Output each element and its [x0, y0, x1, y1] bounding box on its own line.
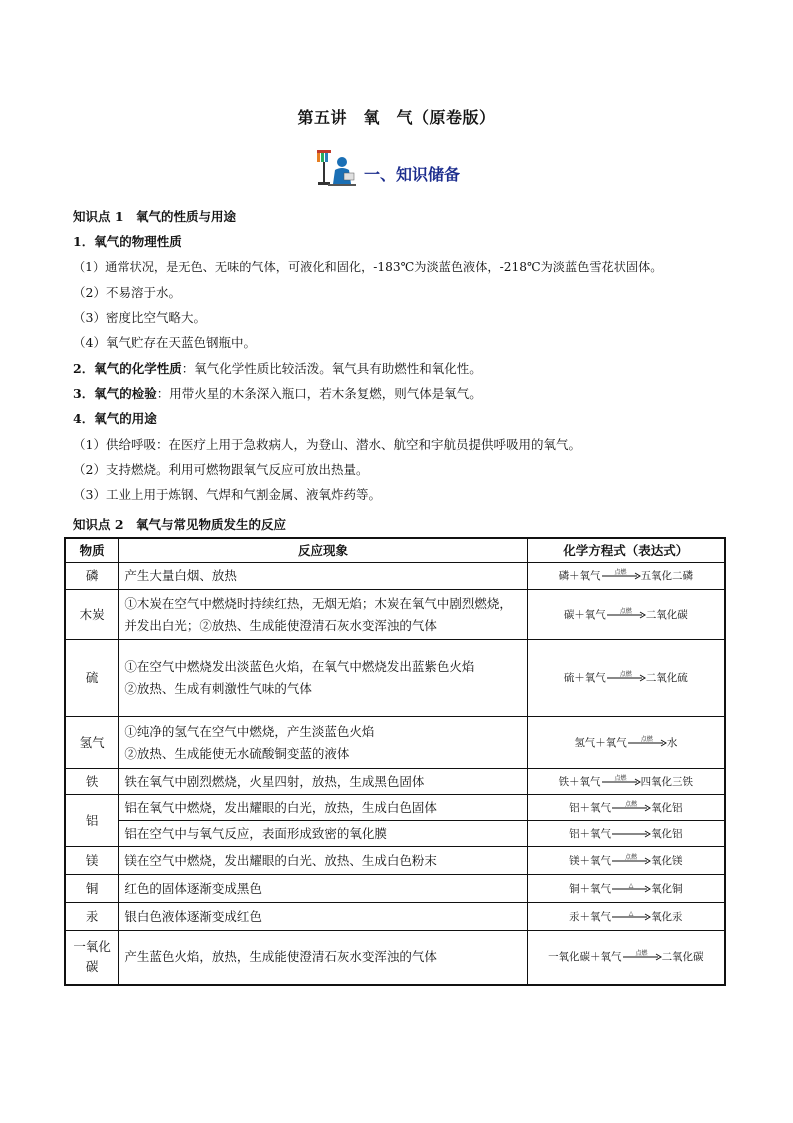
product: 水 [666, 736, 678, 749]
product: 四氧化三铁 [640, 775, 694, 788]
product: 氧化汞 [651, 910, 683, 923]
table-row [65, 563, 725, 590]
header-phenomenon: 反应现象 [119, 538, 527, 563]
table-row [65, 875, 725, 903]
substance-cell: 镁 [65, 847, 119, 875]
arrow-icon [606, 673, 646, 683]
condition: 点燃 [614, 569, 627, 576]
equation-cell [527, 590, 725, 640]
table-row [65, 717, 725, 769]
product: 氧化铜 [651, 882, 683, 895]
kp1-h2: 2．氧气的化学性质 [73, 360, 182, 376]
equation-cell [527, 821, 725, 847]
phenomenon-line-2: ②放热、生成有刺激性气味的气体 [124, 681, 312, 696]
table-row [65, 903, 725, 931]
arrow-icon [611, 829, 651, 839]
phenomenon-cell [119, 640, 527, 717]
section-header [314, 148, 460, 188]
equation-cell [527, 795, 725, 821]
product: 氧化镁 [651, 854, 683, 867]
substance-cell: 木炭 [65, 590, 119, 640]
condition: 点燃 [640, 735, 653, 743]
substance-cell: 汞 [65, 903, 119, 931]
product: 五氧化二磷 [640, 570, 694, 582]
kp1-u2: （2）支持燃烧。利用可燃物跟氧气反应可放出热量。 [73, 461, 369, 477]
reactants: 一氧化碳＋氧气 [548, 951, 622, 964]
condition: 点燃 [625, 800, 638, 808]
phenomenon-cell [119, 717, 527, 769]
table-row [65, 769, 725, 795]
substance-cell: 一氧化碳 [65, 931, 119, 985]
equation-cell [527, 847, 725, 875]
substance-cell: 磷 [65, 563, 119, 590]
phenomenon-cell: 产生蓝色火焰，放热，生成能使澄清石灰水变浑浊的气体 [119, 931, 527, 985]
reaction-table [64, 537, 726, 986]
table-header-row [65, 538, 725, 563]
kp1-u3: （3）工业上用于炼钢、气焊和气割金属、液氧炸药等。 [73, 487, 381, 503]
arrow-icon [611, 853, 651, 866]
reactants: 铝＋氧气 [569, 827, 612, 840]
arrow-icon [601, 774, 641, 787]
kp1-p2: （2）不易溶于水。 [73, 284, 181, 300]
kp1-chem [73, 356, 733, 381]
equation-cell [527, 875, 725, 903]
condition: 点燃 [614, 774, 627, 782]
kp1-h2-text: ：氧气化学性质比较活泼。氧气具有助燃性和氧化性。 [181, 360, 482, 376]
kp1-u1: （1）供给呼吸：在医疗上用于急救病人，为登山、潜水、航空和宇航员提供呼吸用的氧气。 [73, 436, 581, 452]
phenomenon-cell: 铝在空气中与氧气反应，表面形成致密的氧化膜 [119, 821, 527, 847]
phenomenon-cell: 铝在氧气中燃烧，发出耀眼的白光，放热，生成白色固体 [119, 795, 527, 821]
kp1-test [73, 381, 733, 406]
condition: △ [628, 881, 634, 889]
condition: 点燃 [635, 950, 648, 958]
reactants: 铁＋氧气 [558, 775, 601, 788]
equation-cell [527, 931, 725, 985]
product: 氧化铝 [651, 827, 683, 840]
kp1-h1: 1．氧气的物理性质 [73, 234, 182, 250]
table-row [65, 847, 725, 875]
table-row [65, 795, 725, 821]
kp1-p4: （4）氧气贮存在天蓝色钢瓶中。 [73, 335, 256, 351]
substance-cell: 铁 [65, 769, 119, 795]
reactants: 铝＋氧气 [569, 801, 612, 814]
page-title: 第五讲 氧 气（原卷版） [297, 108, 496, 127]
product: 氧化铝 [651, 801, 683, 814]
phenomenon-line-1: ①在空气中燃烧发出淡蓝色火焰，在氧气中燃烧发出蓝紫色火焰 [124, 659, 475, 674]
reactants: 磷＋氧气 [558, 570, 601, 582]
equation-cell [527, 769, 725, 795]
header-equation: 化学方程式（表达式） [527, 538, 725, 563]
section-label: 一、知识储备 [364, 164, 461, 184]
phenomenon-line-1: ①纯净的氢气在空气中燃烧，产生淡蓝色火焰 [124, 723, 375, 739]
kp1-p1: （1）通常状况，是无色、无味的气体，可液化和固化，-183℃为淡蓝色液体，-218℃为淡蓝色雪花状固体。 [73, 259, 663, 274]
reactants: 碳＋氧气 [563, 608, 606, 621]
kp1-h3: 3．氧气的检验 [73, 386, 157, 402]
reactants: 氢气＋氧气 [574, 736, 627, 749]
phenomenon-cell: 镁在空气中燃烧，发出耀眼的白光、放热、生成白色粉末 [119, 847, 527, 875]
arrow-icon [606, 607, 646, 620]
table-row [65, 931, 725, 985]
kp2-heading: 知识点 2 氧气与常见物质发生的反应 [73, 516, 287, 532]
phenomenon-cell: ①木炭在空气中燃烧时持续红热，无烟无焰；木炭在氧气中剧烈燃烧，并发出白光；②放热、生成能使澄清石灰水变浑浊的气体 [119, 590, 527, 640]
kp1-h3-text: ：用带火星的木条深入瓶口，若木条复燃，则气体是氧气。 [156, 386, 482, 402]
substance-cell: 铝 [65, 795, 119, 847]
reactants: 硫＋氧气 [563, 672, 606, 684]
content [73, 204, 733, 537]
phenomenon-line-2: ②放热、生成能使无水硫酸铜变蓝的液体 [124, 745, 350, 761]
condition: △ [628, 909, 634, 917]
condition: 点燃 [625, 853, 638, 861]
arrow-icon [622, 952, 662, 962]
condition: 点燃 [619, 671, 632, 678]
phenomenon-cell: 铁在氧气中剧烈燃烧，火星四射，放热，生成黑色固体 [119, 769, 527, 795]
product: 二氧化碳 [661, 951, 704, 964]
arrow-icon [611, 881, 651, 894]
equation-cell [527, 563, 725, 590]
product: 二氧化硫 [645, 672, 688, 684]
teacher-icon [314, 148, 358, 188]
reactants: 汞＋氧气 [569, 910, 612, 923]
table-row [65, 640, 725, 717]
kp1-h4: 4．氧气的用途 [73, 411, 157, 427]
equation-cell [527, 903, 725, 931]
header-substance: 物质 [65, 538, 119, 563]
reactants: 镁＋氧气 [569, 854, 612, 867]
substance-cell: 铜 [65, 875, 119, 903]
arrow-icon [611, 909, 651, 922]
condition: 点燃 [619, 607, 632, 615]
table-row [65, 821, 725, 847]
substance-cell: 硫 [65, 640, 119, 717]
arrow-icon [601, 571, 641, 581]
phenomenon-cell: 产生大量白烟、放热 [119, 563, 527, 590]
substance-cell: 氢气 [65, 717, 119, 769]
phenomenon-cell: 银白色液体逐渐变成红色 [119, 903, 527, 931]
equation-cell [527, 640, 725, 717]
kp1-heading: 知识点 1 氧气的性质与用途 [73, 209, 237, 224]
reactants: 铜＋氧气 [569, 882, 612, 895]
arrow-icon [611, 800, 651, 813]
kp1-p3: （3）密度比空气略大。 [73, 310, 206, 326]
table-row [65, 590, 725, 640]
product: 二氧化碳 [645, 608, 688, 621]
arrow-icon [627, 735, 667, 748]
phenomenon-cell: 红色的固体逐渐变成黑色 [119, 875, 527, 903]
equation-cell [527, 717, 725, 769]
